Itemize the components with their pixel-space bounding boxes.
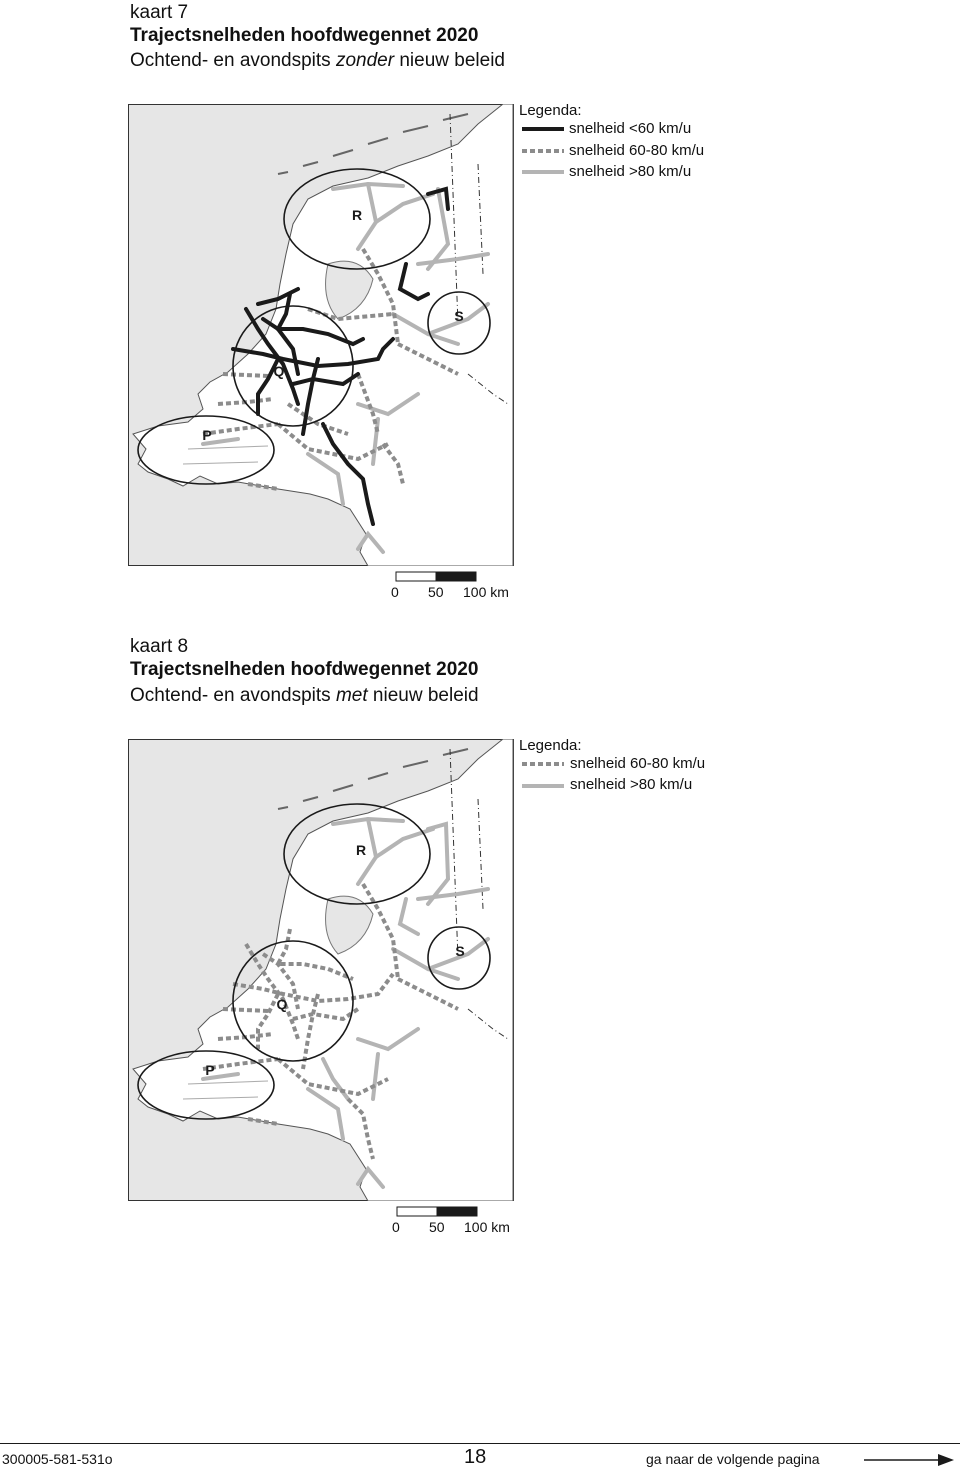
map2-title: Trajectsnelheden hoofdwegennet 2020: [130, 659, 479, 680]
map1-legend-title: Legenda:: [519, 102, 582, 119]
map1-subtitle: Ochtend- en avondspits zonder nieuw beleid: [130, 50, 505, 71]
map2-legend-swatches: [520, 756, 566, 794]
map1-region-r: R: [351, 207, 363, 223]
map2-scale-100: 100 km: [464, 1219, 510, 1235]
next-page-link[interactable]: ga naar de volgende pagina: [646, 1451, 820, 1467]
map2-subtitle: Ochtend- en avondspits met nieuw beleid: [130, 685, 479, 706]
map2-region-s: S: [455, 943, 465, 959]
map2-region-p: P: [205, 1062, 215, 1078]
map1-scale-0: 0: [391, 584, 399, 600]
footer-rule: [0, 1443, 960, 1444]
map2-scale-0: 0: [392, 1219, 400, 1235]
map1-legend-label-mid: snelheid 60-80 km/u: [569, 142, 705, 159]
map1-netherlands-map: [128, 104, 514, 566]
map1-region-q: Q: [273, 363, 285, 379]
map2-region-r: R: [355, 842, 367, 858]
map1-legend-label-slow: snelheid <60 km/u: [569, 120, 692, 137]
map1-title: Trajectsnelheden hoofdwegennet 2020: [130, 25, 479, 46]
arrow-right-icon[interactable]: [864, 1452, 956, 1468]
map2-scale-50: 50: [429, 1219, 445, 1235]
map1-scale-100: 100 km: [463, 584, 509, 600]
map2-legend-label-mid: snelheid 60-80 km/u: [570, 755, 706, 772]
map2-legend-title: Legenda:: [519, 737, 582, 754]
map1-legend-label-fast: snelheid >80 km/u: [569, 163, 692, 180]
map2-scale-bar: [396, 1206, 480, 1218]
page-number: 18: [464, 1446, 487, 1468]
map1-scale-bar: [395, 571, 479, 583]
map2-netherlands-map: [128, 739, 514, 1201]
map2-label: kaart 8: [130, 636, 189, 657]
map2-legend-label-fast: snelheid >80 km/u: [570, 776, 693, 793]
footer-code: 300005-581-531o: [2, 1451, 113, 1467]
map2-region-q: Q: [276, 996, 288, 1012]
map1-region-s: S: [454, 308, 464, 324]
map1-label: kaart 7: [130, 2, 189, 23]
map1-scale-50: 50: [428, 584, 444, 600]
map1-legend-swatches: [520, 120, 566, 180]
map1-region-p: P: [202, 427, 212, 443]
